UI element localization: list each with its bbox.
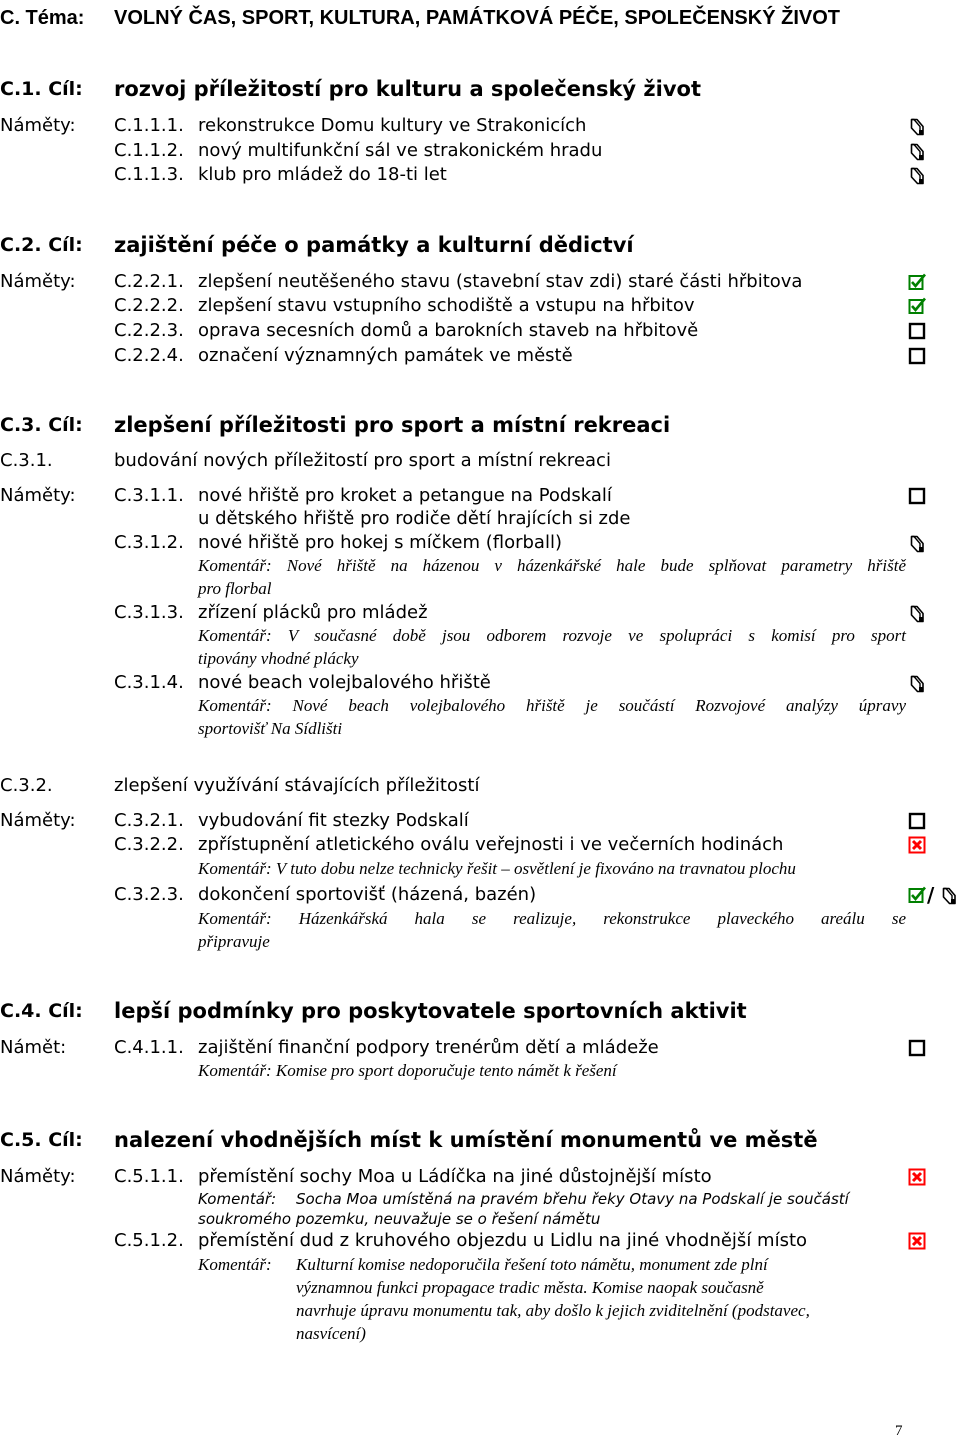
pencil-icon [908,605,926,623]
item-code: C.1.1.2. [114,140,184,161]
comment: Komentář: Nové hřiště na házenou v házenkářské hale bude splňovat parametry hřiště [198,556,906,575]
comment: připravuje [198,932,270,951]
comment: Socha Moa umístěná na pravém břehu řeky Otavy na Podskalí je součástí [296,1190,849,1208]
item-text: nové hřiště pro hokej s míčkem (florball) [198,532,562,553]
theme-label: C. Téma: [0,7,85,29]
item-text: zpřístupnění atletického oválu veřejnosti i ve večerních hodinách [198,834,784,855]
section-heading: nalezení vhodnějších míst k umístění monumentů ve městě [114,1128,818,1152]
comment: Komentář: V současné době jsou odborem rozvoje ve spolupráci s komisí pro sport [198,626,906,645]
comment: soukromého pozemku, neuvažuje se o řešení námětu [198,1210,601,1228]
items-label: Náměty: [0,115,76,136]
section-heading: rozvoj příležitostí pro kulturu a společenský život [114,77,702,101]
section-label: C.1. Cíl: [0,78,83,100]
item-text: zlepšení stavu vstupního schodiště a vstupu na hřbitov [198,295,695,316]
item-code: C.1.1.3. [114,164,184,185]
checked-box-icon [908,297,926,315]
subsection-heading: zlepšení využívání stávajících příležitostí [114,775,480,796]
pencil-icon [908,118,926,136]
item-text: přemístění dud z kruhového objezdu u Lidlu na jiné vhodnější místo [198,1230,808,1251]
empty-box-icon [908,1039,926,1057]
item-code: C.4.1.1. [114,1037,184,1058]
checked-box-icon [908,886,926,904]
item-code: C.3.2.3. [114,884,184,905]
theme-title: VOLNÝ ČAS, SPORT, KULTURA, PAMÁTKOVÁ PÉČE, SPOLEČENSKÝ ŽIVOT [114,7,840,29]
section-heading: lepší podmínky pro poskytovatele sportovních aktivit [114,999,747,1023]
empty-box-icon [908,322,926,340]
comment: nasvícení) [296,1324,366,1343]
items-label: Náměty: [0,810,76,831]
item-text: nové hřiště pro kroket a petangue na Podskalí [198,485,612,506]
item-text-continued: u dětského hřiště pro rodiče dětí hrajících si zde [198,508,631,529]
item-code: C.2.2.4. [114,345,184,366]
item-text: oprava secesních domů a barokních staveb na hřbitově [198,320,699,341]
item-text: rekonstrukce Domu kultury ve Strakonicích [198,115,587,136]
pencil-icon [908,167,926,185]
section-label: C.2. Cíl: [0,234,83,256]
comment: významnou funkci propagace tradic města. Komise naopak současně [296,1278,764,1297]
item-code: C.3.2.1. [114,810,184,831]
comment: Komentář: Házenkářská hala se realizuje, rekonstrukce plaveckého areálu se [198,909,906,928]
subsection-label: C.3.2. [0,775,53,796]
pencil-icon [908,535,926,553]
pencil-icon [908,143,926,161]
item-code: C.3.1.1. [114,485,184,506]
item-text: nové beach volejbalového hřiště [198,672,491,693]
items-label: Námět: [0,1037,67,1058]
crossed-box-icon [908,1232,926,1250]
item-code: C.2.2.1. [114,271,184,292]
section-label: C.4. Cíl: [0,1000,83,1022]
items-label: Náměty: [0,485,76,506]
comment: tipovány vhodné plácky [198,649,359,668]
comment: Komentář: Komise pro sport doporučuje tento námět k řešení [198,1061,617,1080]
comment: Kulturní komise nedoporučila řešení toto námětu, monument zde plní [296,1255,768,1274]
item-code: C.3.2.2. [114,834,184,855]
comment: Komentář: V tuto dobu nelze technicky řešit – osvětlení je fixováno na travnatou plochu [198,859,796,878]
crossed-box-icon [908,836,926,854]
comment: pro florbal [198,579,272,598]
item-text: klub pro mládež do 18-ti let [198,164,447,185]
item-text: dokončení sportovišť (házená, bazén) [198,884,537,905]
item-code: C.3.1.4. [114,672,184,693]
item-code: C.1.1.1. [114,115,184,136]
checked-box-icon [908,273,926,291]
item-code: C.3.1.2. [114,532,184,553]
subsection-label: C.3.1. [0,450,53,471]
item-code: C.2.2.2. [114,295,184,316]
item-text: zlepšení neutěšeného stavu (stavební stav zdi) staré části hřbitova [198,271,803,292]
comment: sportovišť Na Sídlišti [198,719,343,738]
comment: navrhuje úpravu monumentu tak, aby došlo k jejich zviditelnění (podstavec, [296,1301,810,1320]
item-text: označení významných památek ve městě [198,345,573,366]
empty-box-icon [908,487,926,505]
item-code: C.5.1.2. [114,1230,184,1251]
item-text: zřízení plácků pro mládež [198,602,428,623]
items-label: Náměty: [0,1166,76,1187]
empty-box-icon [908,347,926,365]
section-heading: zlepšení příležitosti pro sport a místní rekreaci [114,413,671,437]
section-label: C.3. Cíl: [0,414,83,436]
comment-prefix: Komentář: [198,1255,272,1274]
section-heading: zajištění péče o památky a kulturní dědictví [114,233,634,257]
pencil-icon [940,887,958,905]
item-text: zajištění finanční podpory trenérům dětí a mládeže [198,1037,659,1058]
empty-box-icon [908,812,926,830]
comment: Komentář: Nové beach volejbalového hřiště je součástí Rozvojové analýzy úpravy [198,696,906,715]
item-code: C.2.2.3. [114,320,184,341]
item-text: přemístění sochy Moa u Ládíčka na jiné důstojnější místo [198,1166,712,1187]
items-label: Náměty: [0,271,76,292]
comment-prefix: Komentář: [198,1190,277,1208]
item-code: C.5.1.1. [114,1166,184,1187]
crossed-box-icon [908,1168,926,1186]
status-separator: / [927,883,935,907]
item-text: vybudování fit stezky Podskalí [198,810,469,831]
section-label: C.5. Cíl: [0,1129,83,1151]
item-code: C.3.1.3. [114,602,184,623]
subsection-heading: budování nových příležitostí pro sport a místní rekreaci [114,450,611,471]
page-number: 7 [895,1423,903,1439]
item-text: nový multifunkční sál ve strakonickém hradu [198,140,603,161]
pencil-icon [908,675,926,693]
